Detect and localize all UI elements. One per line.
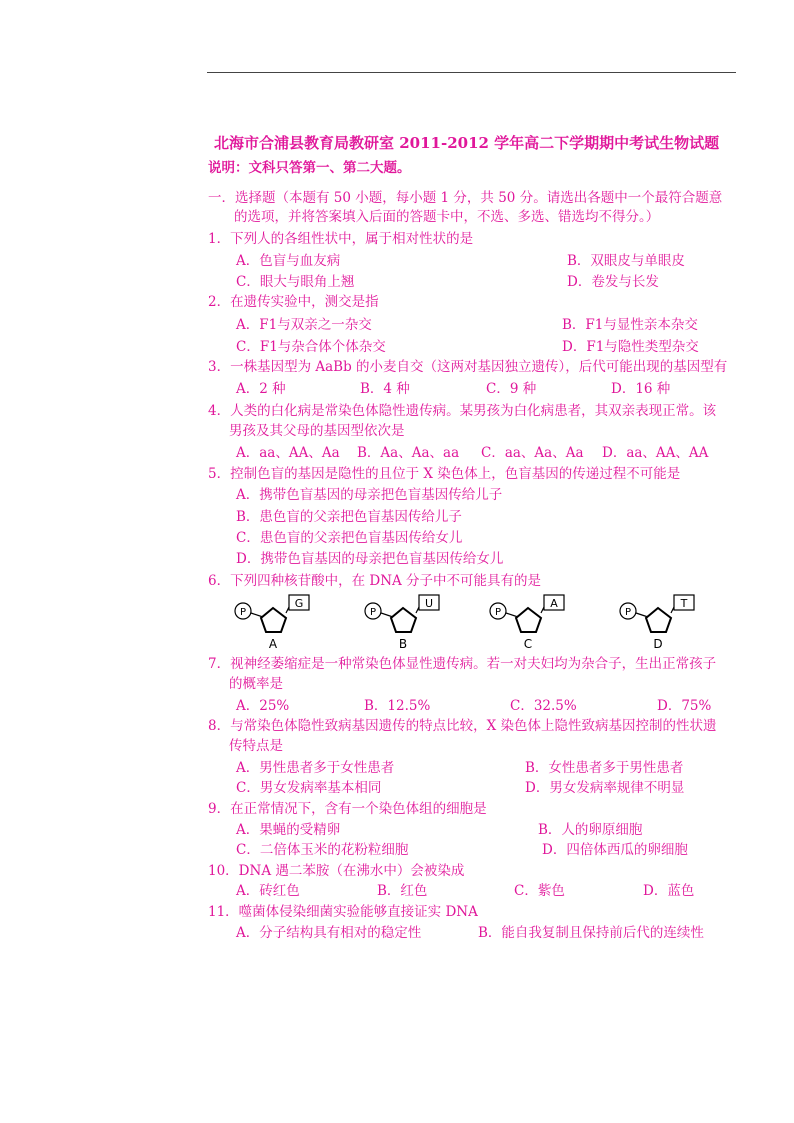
option-b: B．Aa、Aa、aa — [357, 445, 460, 461]
section-heading-line1: 一．选择题（本题有 50 小题，每小题 1 分，共 50 分。请选出各题中一个最符合题意 — [208, 190, 723, 206]
option-b: B．双眼皮与单眼皮 — [567, 253, 685, 269]
option-a: A．分子结构具有相对的稳定性 — [236, 925, 422, 941]
phosphate-label: P — [239, 607, 247, 618]
option-a: A．25% — [236, 698, 290, 714]
option-c: C．男女发病率基本相同 — [236, 780, 382, 796]
option-a: A．携带色盲基因的母亲把色盲基因传给儿子 — [236, 487, 503, 503]
option-a: A．2 种 — [236, 381, 286, 397]
nucleotide-figure-a — [233, 593, 323, 651]
option-b: B．患色盲的父亲把色盲基因传给儿子 — [236, 509, 462, 525]
option-d: D．F1与隐性类型杂交 — [562, 339, 699, 355]
phosphate-label: P — [494, 607, 502, 618]
option-d: D．aa、AA、AA — [602, 445, 709, 461]
base-label: U — [424, 597, 434, 610]
question-stem-cont: 的概率是 — [229, 676, 283, 692]
option-b: B．能自我复制且保持前后代的连续性 — [478, 925, 704, 941]
phosphate-label: P — [369, 607, 377, 618]
option-a: A．砖红色 — [236, 883, 300, 899]
question-stem: 3．一株基因型为 AaBb 的小麦自交（这两对基因独立遗传），后代可能出现的基因型有 — [208, 359, 728, 375]
base-label: T — [680, 597, 688, 610]
option-c: C．二倍体玉米的花粉粒细胞 — [236, 842, 409, 858]
phosphate-label: P — [624, 607, 632, 618]
nucleotide-figure-b — [363, 593, 453, 651]
section-heading-line2: 的选项，并将答案填入后面的答题卡中，不选、多选、错选均不得分。） — [234, 209, 660, 225]
nucleotide-figures — [233, 593, 713, 651]
option-d: D．男女发病率规律不明显 — [525, 780, 685, 796]
option-c: C．aa、Aa、Aa — [481, 445, 584, 461]
question-stem-cont: 传特点是 — [229, 738, 283, 754]
figure-label: C — [523, 637, 533, 651]
base-label: G — [294, 597, 304, 610]
question-stem-cont: 男孩及其父母的基因型依次是 — [229, 423, 405, 439]
option-c: C．F1与杂合体个体杂交 — [236, 339, 386, 355]
option-b: B．人的卵原细胞 — [538, 822, 643, 838]
question-stem: 4．人类的白化病是常染色体隐性遗传病。某男孩为白化病患者，其双亲表现正常。该 — [208, 403, 717, 419]
question-stem: 11．噬菌体侵染细菌实验能够直接证实 DNA — [208, 904, 478, 920]
option-a: A．F1与双亲之一杂交 — [236, 317, 372, 333]
question-stem: 8．与常染色体隐性致病基因遗传的特点比较，X 染色体上隐性致病基因控制的性状遗 — [208, 718, 717, 734]
option-d: D．75% — [657, 698, 712, 714]
option-a: A．aa、AA、Aa — [236, 445, 340, 461]
option-b: B．红色 — [377, 883, 428, 899]
question-stem: 9．在正常情况下，含有一个染色体组的细胞是 — [208, 801, 487, 817]
nucleotide-figure-d — [618, 593, 708, 651]
header-rule — [207, 72, 736, 73]
option-b: B．4 种 — [360, 381, 410, 397]
option-d: D．蓝色 — [643, 883, 695, 899]
option-a: A．男性患者多于女性患者 — [236, 760, 395, 776]
figure-label: D — [653, 637, 663, 651]
option-b: B．F1与显性亲本杂交 — [562, 317, 698, 333]
option-a: A．果蝇的受精卵 — [236, 822, 341, 838]
question-stem: 1．下列人的各组性状中，属于相对性状的是 — [208, 231, 474, 247]
option-c: C．32.5% — [510, 698, 577, 714]
option-c: C．眼大与眼角上翘 — [236, 274, 355, 290]
figure-label: B — [398, 637, 408, 651]
question-stem: 2．在遗传实验中，测交是指 — [208, 294, 379, 310]
figure-label: A — [268, 637, 278, 651]
option-d: D．卷发与长发 — [567, 274, 659, 290]
option-d: D．四倍体西瓜的卵细胞 — [542, 842, 688, 858]
exam-title: 北海市合浦县教育局教研室 2011-2012 学年高二下学期期中考试生物试题 — [214, 134, 720, 152]
option-d: D．16 种 — [611, 381, 671, 397]
option-d: D．携带色盲基因的母亲把色盲基因传给女儿 — [236, 551, 504, 567]
option-b: B．12.5% — [364, 698, 431, 714]
question-stem: 6．下列四种核苷酸中，在 DNA 分子中不可能具有的是 — [208, 573, 542, 589]
exam-note: 说明：文科只答第一、第二大题。 — [208, 160, 411, 176]
question-stem: 7．视神经萎缩症是一种常染色体显性遗传病。若一对夫妇均为杂合子，生出正常孩子 — [208, 656, 717, 672]
option-c: C．紫色 — [514, 883, 565, 899]
option-c: C．9 种 — [486, 381, 537, 397]
question-stem: 5．控制色盲的基因是隐性的且位于 X 染色体上，色盲基因的传递过程不可能是 — [208, 466, 681, 482]
nucleotide-figure-c — [488, 593, 578, 651]
option-a: A．色盲与血友病 — [236, 253, 341, 269]
option-c: C．患色盲的父亲把色盲基因传给女儿 — [236, 530, 463, 546]
base-label: A — [550, 597, 558, 610]
option-b: B．女性患者多于男性患者 — [525, 760, 684, 776]
question-stem: 10．DNA 遇二苯胺（在沸水中）会被染成 — [208, 863, 465, 879]
